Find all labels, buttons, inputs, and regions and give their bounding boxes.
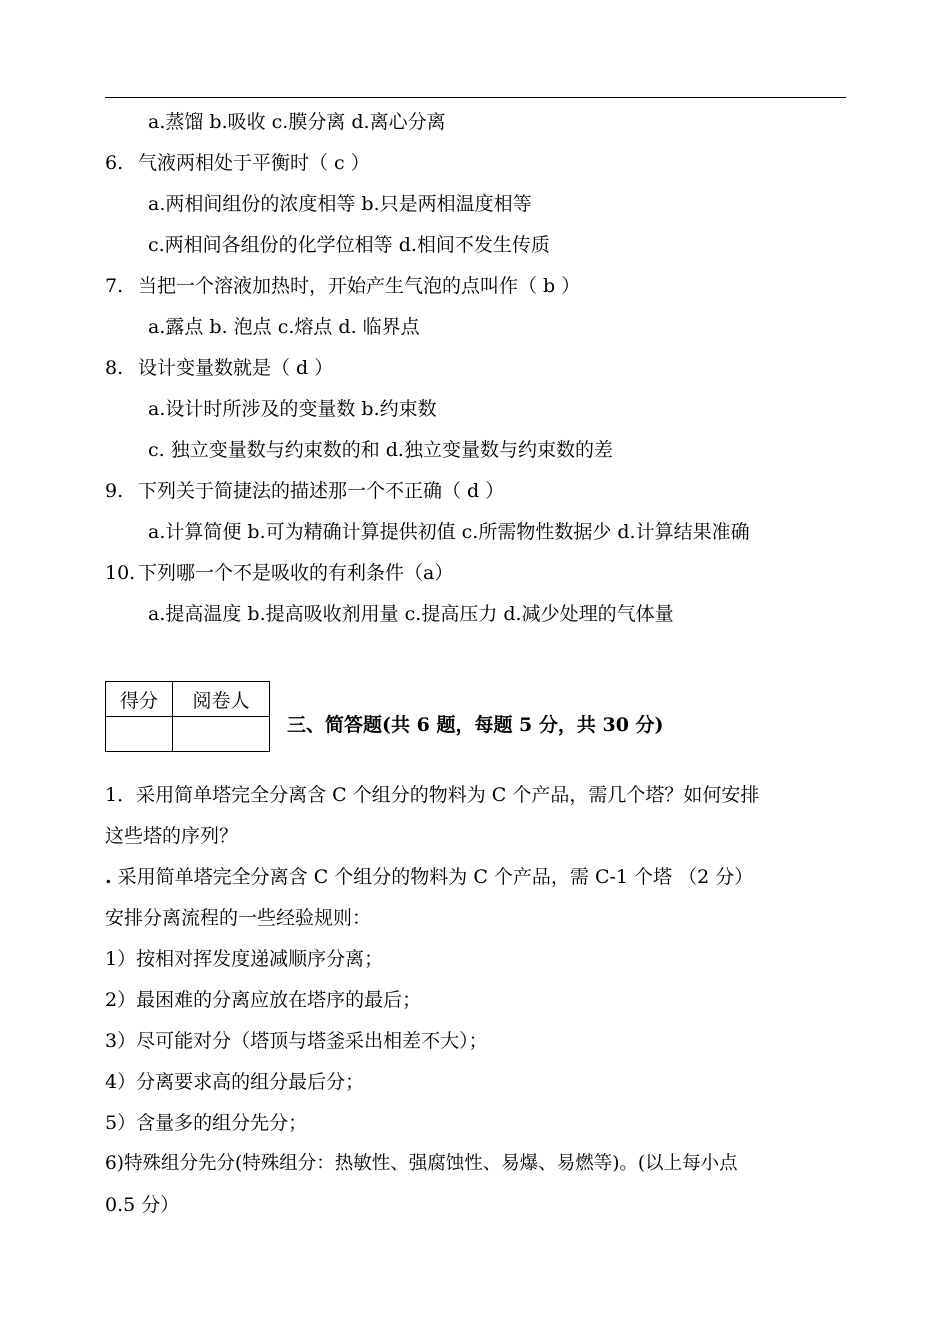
short-question-1-line-2: 这些塔的序列？ bbox=[105, 825, 239, 847]
question-number: 8. bbox=[105, 357, 124, 379]
q7-options-1: a.露点 b. 泡点 c.熔点 d. 临界点 bbox=[148, 316, 420, 338]
q6-options-1: a.两相间组份的浓度相等 b.只是两相温度相等 bbox=[148, 193, 532, 215]
question-number: 10. bbox=[105, 562, 136, 584]
question-text: 当把一个溶液加热时，开始产生气泡的点叫作（ b ） bbox=[138, 275, 581, 297]
question-number: 7. bbox=[105, 275, 124, 297]
score-header: 得分 bbox=[106, 682, 173, 717]
question-7 bbox=[105, 272, 580, 300]
header-rule bbox=[105, 97, 846, 98]
question-9 bbox=[105, 477, 504, 505]
rule-item-3: 3）尽可能对分（塔顶与塔釜采出相差不大）； bbox=[105, 1030, 488, 1052]
question-10 bbox=[105, 559, 453, 587]
question-number: 9. bbox=[105, 480, 124, 502]
question-text: 设计变量数就是（ d ） bbox=[138, 357, 334, 379]
score-cell[interactable] bbox=[106, 717, 173, 752]
q8-options-2: c. 独立变量数与约束数的和 d.独立变量数与约束数的差 bbox=[148, 439, 613, 461]
q10-options-1: a.提高温度 b.提高吸收剂用量 c.提高压力 d.减少处理的气体量 bbox=[148, 603, 674, 625]
rule-item-5: 5）含量多的组分先分； bbox=[105, 1112, 308, 1134]
rule-item-6: 6)特殊组分先分(特殊组分：热敏性、强腐蚀性、易爆、易燃等)。(以上每小点 bbox=[105, 1153, 738, 1174]
rule-item-6-tail: 0.5 分） bbox=[105, 1194, 180, 1216]
question-8 bbox=[105, 354, 333, 382]
q6-options-2: c.两相间各组份的化学位相等 d.相间不发生传质 bbox=[148, 234, 550, 256]
rule-item-1: 1）按相对挥发度递减顺序分离； bbox=[105, 948, 384, 970]
reviewer-cell[interactable] bbox=[173, 717, 270, 752]
short-question-1-line-1: 1．采用简单塔完全分离含 C 个组分的物料为 C 个产品，需几个塔？如何安排 bbox=[105, 784, 760, 806]
answer-text: 采用简单塔完全分离含 C 个组分的物料为 C 个产品，需 C-1 个塔 （2 分） bbox=[111, 866, 754, 888]
q9-options-1: a.计算简便 b.可为精确计算提供初值 c.所需物性数据少 d.计算结果准确 bbox=[148, 521, 750, 543]
score-table bbox=[105, 681, 270, 752]
answer-line-1 bbox=[105, 863, 753, 891]
reviewer-header: 阅卷人 bbox=[173, 682, 270, 717]
question-text: 下列关于简捷法的描述那一个不正确（ d ） bbox=[138, 480, 505, 502]
rule-item-2: 2）最困难的分离应放在塔序的最后； bbox=[105, 989, 422, 1011]
answer-line-2: 安排分离流程的一些经验规则： bbox=[105, 907, 372, 929]
question-text: 气液两相处于平衡时（ c ） bbox=[138, 152, 370, 174]
question-number: 6. bbox=[105, 152, 124, 174]
rule-item-4: 4）分离要求高的组分最后分； bbox=[105, 1071, 365, 1093]
q5-options: a.蒸馏 b.吸收 c.膜分离 d.离心分离 bbox=[148, 111, 446, 133]
q8-options-1: a.设计时所涉及的变量数 b.约束数 bbox=[148, 398, 437, 420]
question-text: 下列哪一个不是吸收的有利条件（a） bbox=[138, 562, 454, 584]
answer-bullet: . bbox=[105, 866, 112, 888]
section-title: 三、简答题(共 6 题，每题 5 分，共 30 分) bbox=[287, 714, 664, 736]
question-6 bbox=[105, 149, 370, 177]
